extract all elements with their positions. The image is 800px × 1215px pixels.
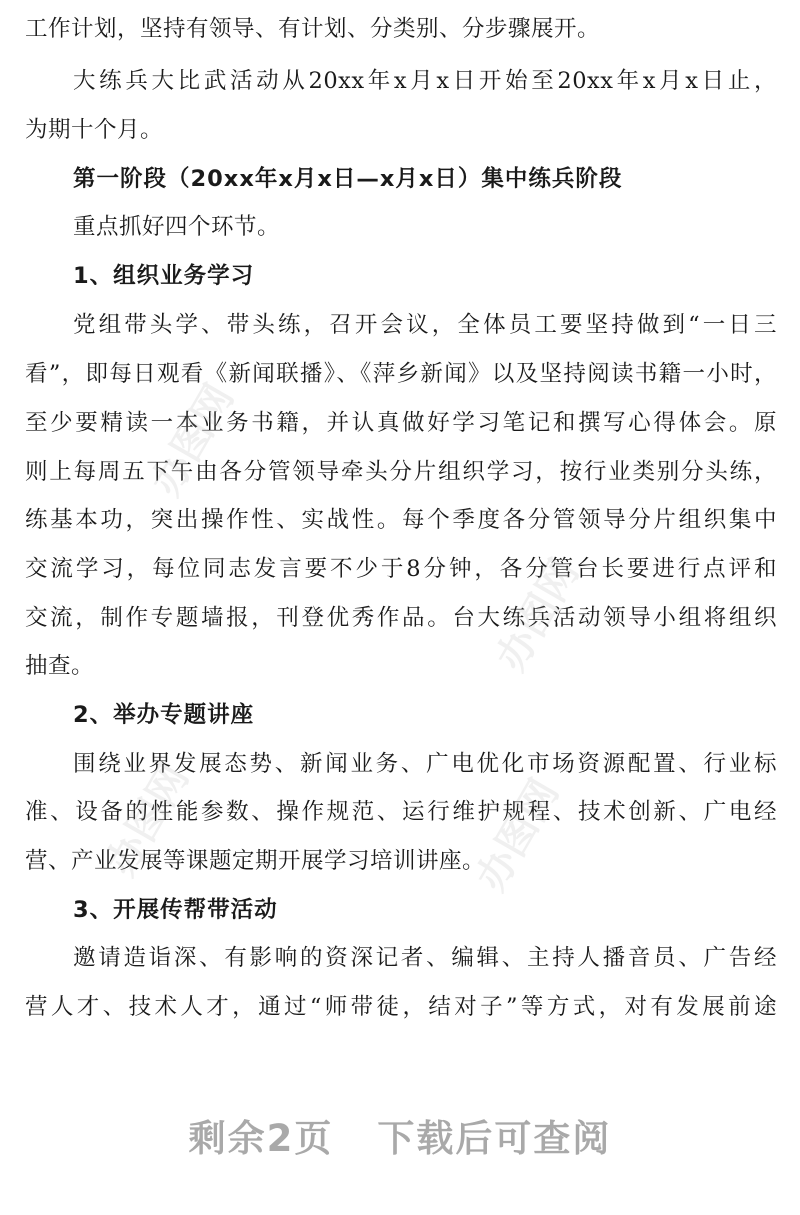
paragraph-line: 则上每周五下午由各分管领导牵头分片组织学习，按行业类别分头练， bbox=[25, 459, 777, 485]
watermark-text: 办图网 bbox=[98, 756, 198, 884]
section-heading: 第一阶段（20xx年x月x日—x月x日）集中练兵阶段 bbox=[73, 166, 623, 192]
watermark-text: 办图网 bbox=[143, 376, 243, 504]
download-prompt-button[interactable] bbox=[0, 1108, 800, 1162]
paragraph-line: 交流，制作专题墙报，刊登优秀作品。台大练兵活动领导小组将组织 bbox=[25, 605, 777, 631]
watermark-text: 办图网 bbox=[468, 771, 568, 899]
paragraph-line: 围绕业界发展态势、新闻业务、广电优化市场资源配置、行业标 bbox=[73, 751, 777, 777]
paragraph-line: 准、设备的性能参数、操作规范、运行维护规程、技术创新、广电经 bbox=[25, 799, 777, 825]
download-to-view-label: 下载后可查阅 bbox=[377, 1117, 612, 1160]
paragraph-line: 大练兵大比武活动从20xx年x月x日开始至20xx年x月x日止， bbox=[73, 68, 777, 94]
paragraph-line: 交流学习，每位同志发言要不少于8分钟，各分管台长要进行点评和 bbox=[25, 556, 777, 582]
paragraph-line: 练基本功，突出操作性、实战性。每个季度各分管领导分片组织集中 bbox=[25, 507, 777, 533]
subsection-heading: 1、组织业务学习 bbox=[73, 263, 255, 289]
paragraph-line: 为期十个月。 bbox=[25, 117, 164, 143]
paragraph-line: 邀请造诣深、有影响的资深记者、编辑、主持人播音员、广告经 bbox=[73, 945, 777, 971]
subsection-heading: 2、举办专题讲座 bbox=[73, 702, 255, 728]
paragraph-line: 工作计划，坚持有领导、有计划、分类别、分步骤展开。 bbox=[25, 16, 601, 42]
paragraph-line: 抽查。 bbox=[25, 653, 95, 679]
paragraph-line: 营人才、技术人才，通过“师带徒，结对子”等方式，对有发展前途 bbox=[25, 994, 777, 1020]
paragraph-line: 看”，即每日观看《新闻联播》、《萍乡新闻》以及坚持阅读书籍一小时， bbox=[25, 361, 777, 387]
paragraph-line: 党组带头学、带头练，召开会议，全体员工要坚持做到“一日三 bbox=[73, 312, 777, 338]
paragraph-line: 营、产业发展等课题定期开展学习培训讲座。 bbox=[25, 848, 486, 874]
watermark-text: 办图网 bbox=[488, 551, 588, 679]
paragraph-line: 至少要精读一本业务书籍，并认真做好学习笔记和撰写心得体会。原 bbox=[25, 410, 777, 436]
remaining-pages-label: 剩余2页 bbox=[188, 1117, 334, 1160]
paragraph-line: 重点抓好四个环节。 bbox=[73, 214, 281, 240]
subsection-heading: 3、开展传帮带活动 bbox=[73, 897, 278, 923]
